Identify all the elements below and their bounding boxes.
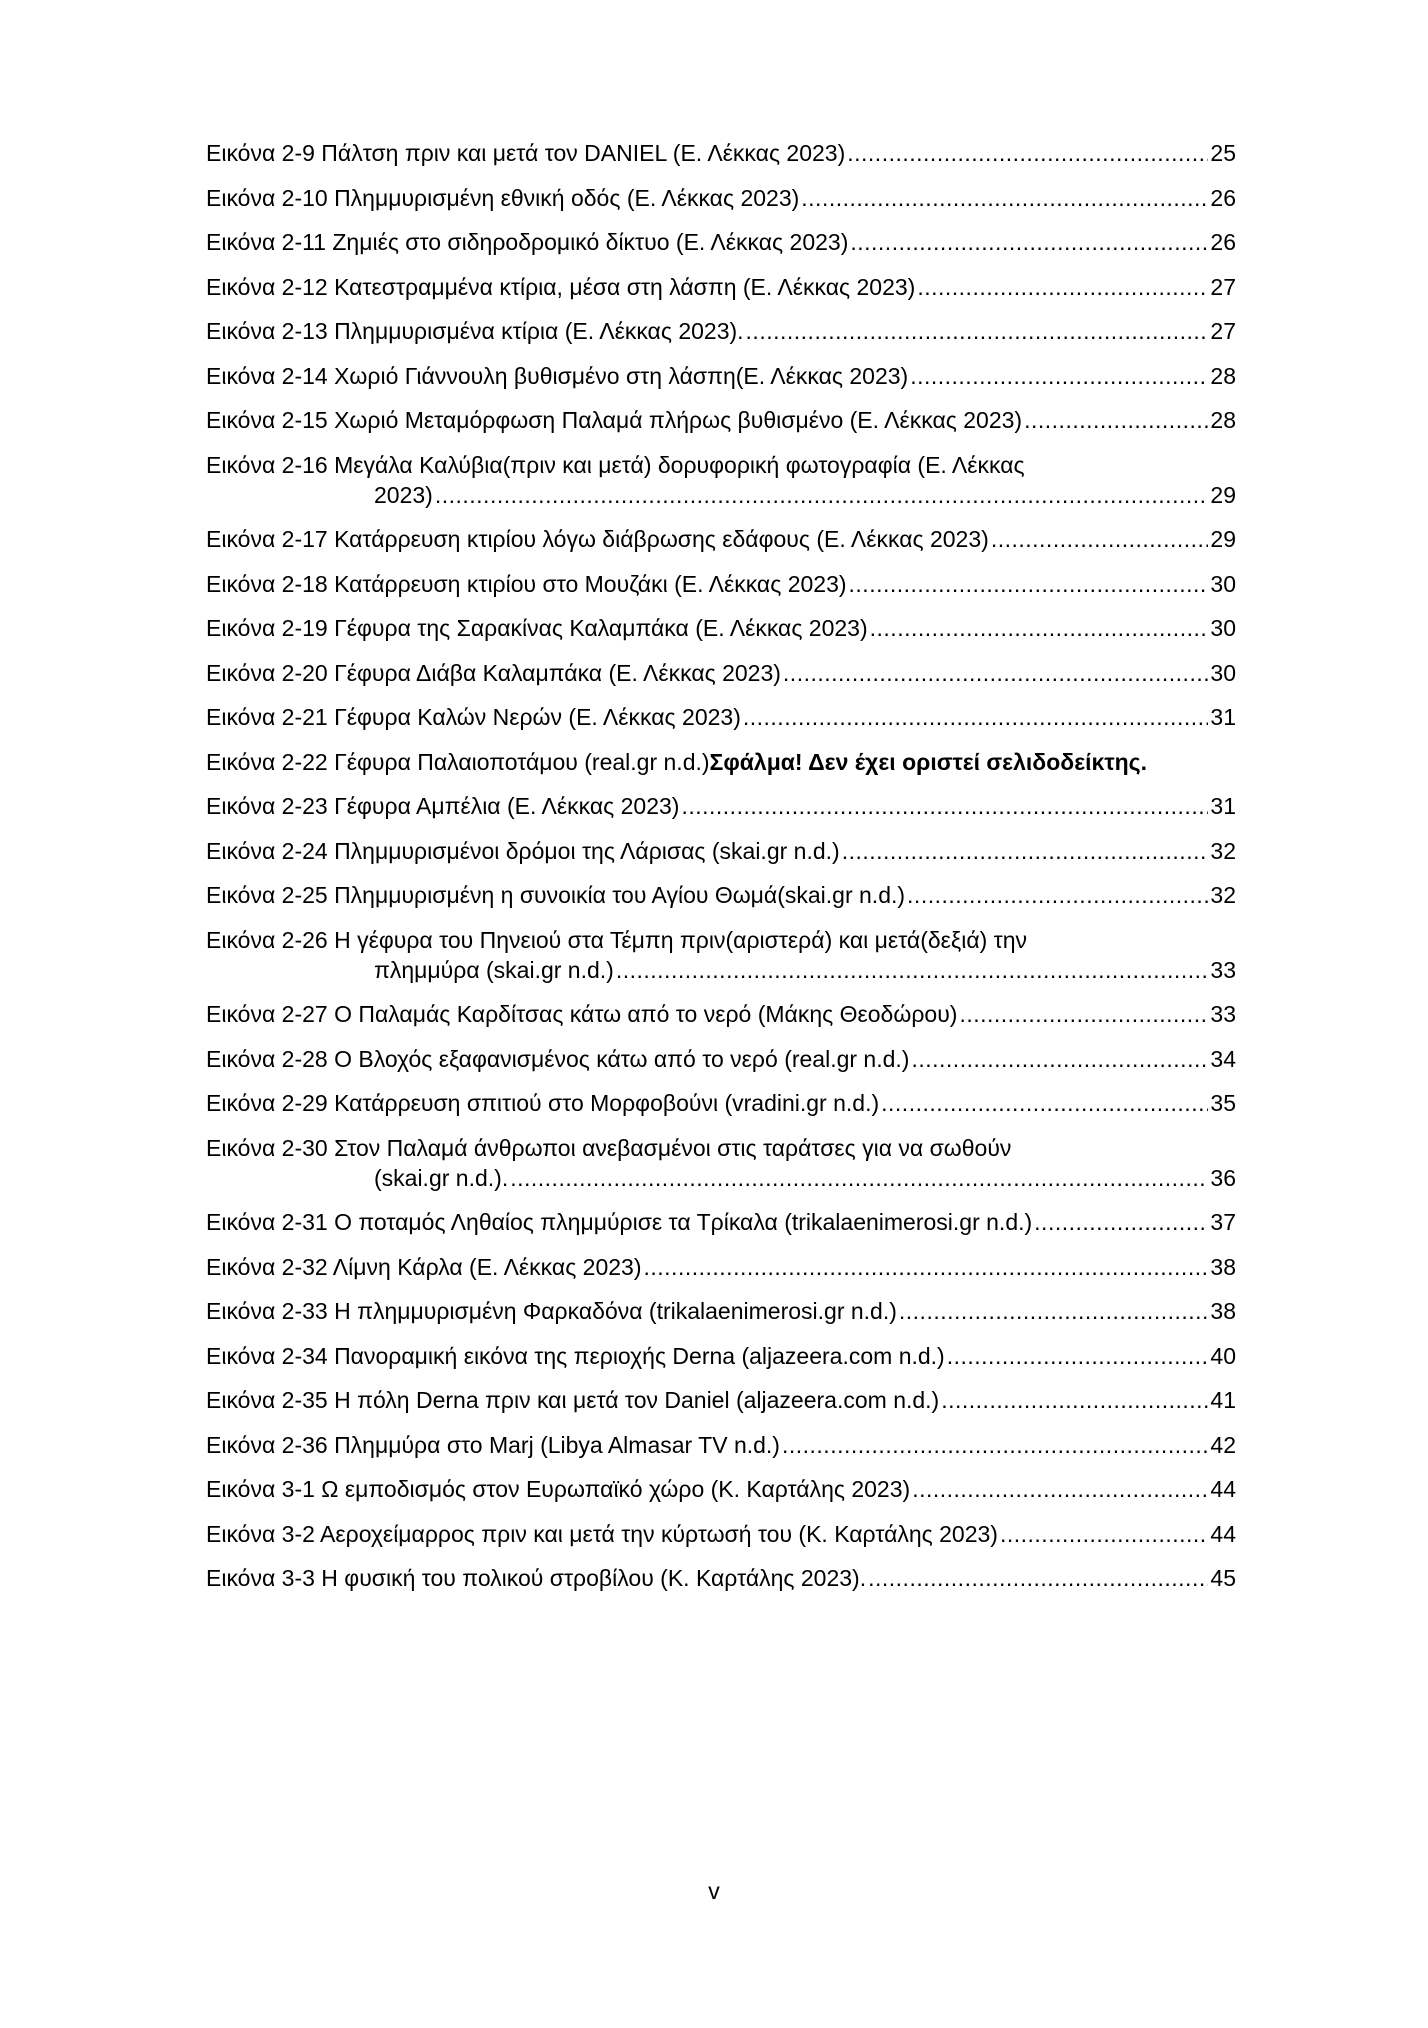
toc-entry-title: Εικόνα 2-20 Γέφυρα Διάβα Καλαμπάκα (Ε. Λέκκας 2023) <box>206 659 781 686</box>
dot-leader <box>782 1430 1208 1460</box>
dot-leader <box>941 1385 1208 1415</box>
toc-entry[interactable] <box>206 1252 1236 1282</box>
toc-entry[interactable] <box>206 925 1236 985</box>
toc-entry-page-number: 31 <box>1210 793 1236 819</box>
dot-leader <box>910 361 1208 391</box>
toc-entry[interactable] <box>206 1519 1236 1549</box>
toc-entry-title-continued: 2023) <box>374 481 433 508</box>
toc-entry-page-number: 26 <box>1210 229 1236 255</box>
toc-entry-title: Εικόνα 2-28 Ο Βλοχός εξαφανισμένος κάτω από το νερό (real.gr n.d.) <box>206 1045 910 1072</box>
dot-leader <box>947 1341 1209 1371</box>
toc-entry[interactable] <box>206 1133 1236 1193</box>
toc-entry[interactable] <box>206 1296 1236 1326</box>
toc-entry[interactable] <box>206 1430 1236 1460</box>
toc-entry-title: Εικόνα 2-23 Γέφυρα Αμπέλια (Ε. Λέκκας 2023) <box>206 793 680 819</box>
toc-entry[interactable] <box>206 1088 1236 1118</box>
toc-entry-page-number: 44 <box>1210 1476 1236 1502</box>
toc-entry-title: Εικόνα 2-25 Πλημμυρισμένη η συνοικία του Αγίου Θωμά(skai.gr n.d.) <box>206 882 906 908</box>
toc-entry-title: Εικόνα 2-31 Ο ποταμός Ληθαίος πλημμύρισε τα Τρίκαλα (trikalaenimerosi.gr n.d.) <box>206 1209 1033 1235</box>
dot-leader <box>1024 405 1208 435</box>
toc-entry-title: Εικόνα 2-33 Η πλημμυρισμένη Φαρκαδόνα (trikalaenimerosi.gr n.d.) <box>206 1298 897 1324</box>
toc-entry-page-number: 25 <box>1210 140 1236 166</box>
toc-entry-page-number: 30 <box>1210 659 1236 686</box>
dot-leader <box>911 1044 1208 1074</box>
dot-leader <box>681 791 1208 821</box>
toc-entry-page-number: 28 <box>1210 362 1236 389</box>
toc-entry-title: Εικόνα 2-16 Μεγάλα Καλύβια(πριν και μετά) δορυφορική φωτογραφία (Ε. Λέκκας <box>206 451 1025 478</box>
toc-entry-title: Εικόνα 2-9 Πάλτση πριν και μετά τον DANIEL (Ε. Λέκκας 2023) <box>206 140 846 166</box>
toc-entry-page-number: 38 <box>1210 1253 1236 1280</box>
toc-entry[interactable] <box>206 316 1236 346</box>
dot-leader <box>783 658 1208 688</box>
dot-leader <box>842 836 1209 866</box>
dot-leader <box>870 613 1209 643</box>
dot-leader <box>881 1088 1208 1118</box>
toc-entry-title: Εικόνα 2-21 Γέφυρα Καλών Νερών (Ε. Λέκκας 2023) <box>206 704 741 730</box>
toc-entry-title: Εικόνα 2-32 Λίμνη Κάρλα (Ε. Λέκκας 2023) <box>206 1253 642 1280</box>
dot-leader <box>899 1296 1209 1326</box>
toc-entry-page-number: 32 <box>1210 882 1236 908</box>
dot-leader <box>912 1474 1208 1504</box>
toc-entry-title: Εικόνα 2-13 Πλημμυρισμένα κτίρια (Ε. Λέκκας 2023). <box>206 318 744 344</box>
toc-entry-title: Εικόνα 2-14 Χωριό Γιάννουλη βυθισμένο στη λάσπη(Ε. Λέκκας 2023) <box>206 362 909 389</box>
dot-leader <box>743 702 1209 732</box>
toc-entry-title: Εικόνα 2-11 Ζημιές στο σιδηροδρομικό δίκτυο (Ε. Λέκκας 2023) <box>206 229 849 255</box>
toc-entry-page-number: 40 <box>1210 1342 1236 1369</box>
dot-leader <box>850 227 1208 257</box>
toc-entry[interactable] <box>206 747 1236 777</box>
dot-leader <box>907 880 1208 910</box>
dot-leader <box>746 316 1209 346</box>
toc-entry-title: Εικόνα 2-34 Πανοραμική εικόνα της περιοχής Derna (aljazeera.com n.d.) <box>206 1342 945 1369</box>
toc-entry-page-number: 26 <box>1210 184 1236 211</box>
dot-leader <box>616 955 1209 985</box>
toc-entry-title: Εικόνα 2-17 Κατάρρευση κτιρίου λόγω διάβρωσης εδάφους (Ε. Λέκκας 2023) <box>206 526 989 552</box>
toc-entry-page-number: 35 <box>1210 1090 1236 1116</box>
toc-entry[interactable] <box>206 183 1236 213</box>
table-of-figures <box>206 138 1236 1608</box>
dot-leader <box>959 999 1208 1029</box>
toc-entry[interactable] <box>206 791 1236 821</box>
bookmark-error-text: Σφάλμα! Δεν έχει οριστεί σελιδοδείκτης. <box>709 748 1148 775</box>
toc-entry[interactable] <box>206 138 1236 168</box>
toc-entry-title: Εικόνα 3-3 Η φυσική του πολικού στροβίλου (Κ. Καρτάλης 2023). <box>206 1565 867 1591</box>
toc-entry[interactable] <box>206 880 1236 910</box>
dot-leader <box>868 1563 1208 1593</box>
toc-entry-title: Εικόνα 2-10 Πλημμυρισμένη εθνική οδός (Ε. Λέκκας 2023) <box>206 184 800 211</box>
toc-entry[interactable] <box>206 272 1236 302</box>
toc-entry-title: Εικόνα 3-1 Ω εμποδισμός στον Ευρωπαϊκό χώρο (Κ. Καρτάλης 2023) <box>206 1476 911 1502</box>
toc-entry-page-number: 27 <box>1210 318 1236 344</box>
toc-entry[interactable] <box>206 1385 1236 1415</box>
toc-entry-page-number: 34 <box>1210 1045 1236 1072</box>
toc-entry-page-number: 42 <box>1210 1431 1236 1458</box>
toc-entry-title: Εικόνα 2-19 Γέφυρα της Σαρακίνας Καλαμπάκα (Ε. Λέκκας 2023) <box>206 615 868 641</box>
toc-entry-title-continued: πλημμύρα (skai.gr n.d.) <box>374 956 614 983</box>
toc-entry[interactable] <box>206 836 1236 866</box>
toc-entry[interactable] <box>206 1341 1236 1371</box>
toc-entry[interactable] <box>206 1563 1236 1593</box>
toc-entry[interactable] <box>206 450 1236 510</box>
toc-entry[interactable] <box>206 1474 1236 1504</box>
dot-leader <box>644 1252 1209 1282</box>
toc-entry-page-number: 29 <box>1210 481 1236 508</box>
toc-entry[interactable] <box>206 361 1236 391</box>
toc-entry-page-number: 37 <box>1210 1209 1236 1235</box>
dot-leader <box>917 272 1208 302</box>
page-number: v <box>708 1878 720 1904</box>
dot-leader <box>801 183 1208 213</box>
toc-entry-page-number: 30 <box>1210 570 1236 597</box>
toc-entry-title: Εικόνα 2-12 Κατεστραμμένα κτίρια, μέσα στη λάσπη (Ε. Λέκκας 2023) <box>206 273 916 300</box>
toc-entry-title: Εικόνα 2-15 Χωριό Μεταμόρφωση Παλαμά πλήρως βυθισμένο (Ε. Λέκκας 2023) <box>206 407 1023 433</box>
toc-entry[interactable] <box>206 569 1236 599</box>
toc-entry[interactable] <box>206 405 1236 435</box>
toc-entry[interactable] <box>206 1207 1236 1237</box>
toc-entry-page-number: 33 <box>1210 1001 1236 1027</box>
toc-entry[interactable] <box>206 1044 1236 1074</box>
toc-entry-title-continued: (skai.gr n.d.). <box>374 1164 509 1191</box>
toc-entry-page-number: 36 <box>1210 1164 1236 1191</box>
toc-entry-page-number: 41 <box>1210 1387 1236 1413</box>
toc-entry-title: Εικόνα 2-26 Η γέφυρα του Πηνειού στα Τέμπη πριν(αριστερά) και μετά(δεξιά) την <box>206 926 1028 953</box>
toc-entry-title: Εικόνα 2-18 Κατάρρευση κτιρίου στο Μουζάκι (Ε. Λέκκας 2023) <box>206 570 847 597</box>
dot-leader <box>1000 1519 1208 1549</box>
toc-entry-page-number: 32 <box>1210 837 1236 864</box>
toc-entry-page-number: 29 <box>1210 526 1236 552</box>
toc-entry[interactable] <box>206 227 1236 257</box>
dot-leader <box>849 569 1209 599</box>
toc-entry-title: Εικόνα 2-30 Στον Παλαμά άνθρωποι ανεβασμένοι στις ταράτσες για να σωθούν <box>206 1134 1012 1161</box>
dot-leader <box>1034 1207 1208 1237</box>
toc-entry[interactable] <box>206 613 1236 643</box>
toc-entry-page-number: 28 <box>1210 407 1236 433</box>
dot-leader <box>847 138 1208 168</box>
toc-entry-page-number: 27 <box>1210 273 1236 300</box>
toc-entry-title: Εικόνα 2-36 Πλημμύρα στο Marj (Libya Almasar TV n.d.) <box>206 1431 780 1458</box>
dot-leader <box>991 524 1209 554</box>
toc-entry-title: Εικόνα 2-27 Ο Παλαμάς Καρδίτσας κάτω από το νερό (Μάκης Θεοδώρου) <box>206 1001 958 1027</box>
toc-entry-title: Εικόνα 2-29 Κατάρρευση σπιτιού στο Μορφοβούνι (vradini.gr n.d.) <box>206 1090 880 1116</box>
toc-entry[interactable] <box>206 702 1236 732</box>
toc-entry-title: Εικόνα 2-35 Η πόλη Derna πριν και μετά τον Daniel (aljazeera.com n.d.) <box>206 1387 940 1413</box>
toc-entry-page-number: 31 <box>1210 704 1236 730</box>
toc-entry-title: Εικόνα 3-2 Αεροχείμαρρος πριν και μετά την κύρτωσή του (Κ. Καρτάλης 2023) <box>206 1520 998 1547</box>
toc-entry-page-number: 38 <box>1210 1298 1236 1324</box>
toc-entry[interactable] <box>206 524 1236 554</box>
toc-entry-page-number: 30 <box>1210 615 1236 641</box>
toc-entry-page-number: 44 <box>1210 1520 1236 1547</box>
toc-entry-title: Εικόνα 2-24 Πλημμυρισμένοι δρόμοι της Λάρισας (skai.gr n.d.) <box>206 837 840 864</box>
dot-leader <box>510 1163 1208 1193</box>
toc-entry-page-number: 33 <box>1210 956 1236 983</box>
toc-entry[interactable] <box>206 658 1236 688</box>
dot-leader <box>435 480 1209 510</box>
toc-entry-page-number: 45 <box>1210 1565 1236 1591</box>
toc-entry-title: Εικόνα 2-22 Γέφυρα Παλαιοποτάμου (real.gr n.d.) <box>206 748 710 775</box>
toc-entry[interactable] <box>206 999 1236 1029</box>
